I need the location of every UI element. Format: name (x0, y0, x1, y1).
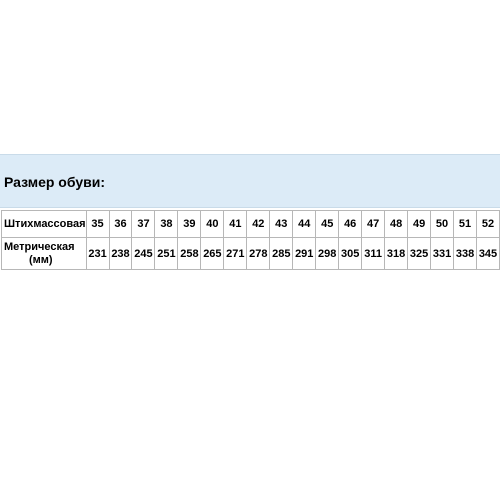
metric-cell: 265 (201, 238, 224, 270)
size-cell: 38 (155, 211, 178, 238)
metric-cell: 305 (339, 238, 362, 270)
metric-cell: 331 (431, 238, 454, 270)
size-cell: 47 (362, 211, 385, 238)
shoe-size-table (1, 210, 500, 270)
row-label-sizes: Штихмассовая (2, 211, 87, 238)
size-cell: 40 (201, 211, 224, 238)
metric-cell: 245 (132, 238, 155, 270)
metric-cell: 311 (362, 238, 385, 270)
size-cell: 37 (132, 211, 155, 238)
size-cell: 48 (385, 211, 408, 238)
size-cell: 43 (270, 211, 293, 238)
metric-cell: 345 (477, 238, 500, 270)
table-row-sizes (2, 211, 500, 238)
metric-cell: 338 (454, 238, 477, 270)
size-cell: 49 (408, 211, 431, 238)
metric-cell: 298 (316, 238, 339, 270)
size-cell: 41 (224, 211, 247, 238)
size-cell: 35 (86, 211, 109, 238)
metric-cell: 285 (270, 238, 293, 270)
metric-cell: 251 (155, 238, 178, 270)
size-cell: 42 (247, 211, 270, 238)
size-cell: 50 (431, 211, 454, 238)
size-cell: 39 (178, 211, 201, 238)
metric-cell: 238 (109, 238, 132, 270)
size-cell: 36 (109, 211, 132, 238)
size-cell: 44 (293, 211, 316, 238)
metric-cell: 291 (293, 238, 316, 270)
metric-cell: 278 (247, 238, 270, 270)
metric-cell: 231 (86, 238, 109, 270)
metric-cell: 258 (178, 238, 201, 270)
size-cell: 52 (477, 211, 500, 238)
metric-cell: 318 (385, 238, 408, 270)
metric-cell: 271 (224, 238, 247, 270)
row-label-metric-main: Метрическая (4, 240, 75, 253)
section-title: Размер обуви: (4, 174, 105, 190)
size-cell: 45 (316, 211, 339, 238)
size-cell: 51 (454, 211, 477, 238)
size-cell: 46 (339, 211, 362, 238)
metric-cell: 325 (408, 238, 431, 270)
row-label-metric-unit: (мм) (28, 253, 53, 266)
row-label-metric (2, 238, 87, 270)
table-row-metric (2, 238, 500, 270)
